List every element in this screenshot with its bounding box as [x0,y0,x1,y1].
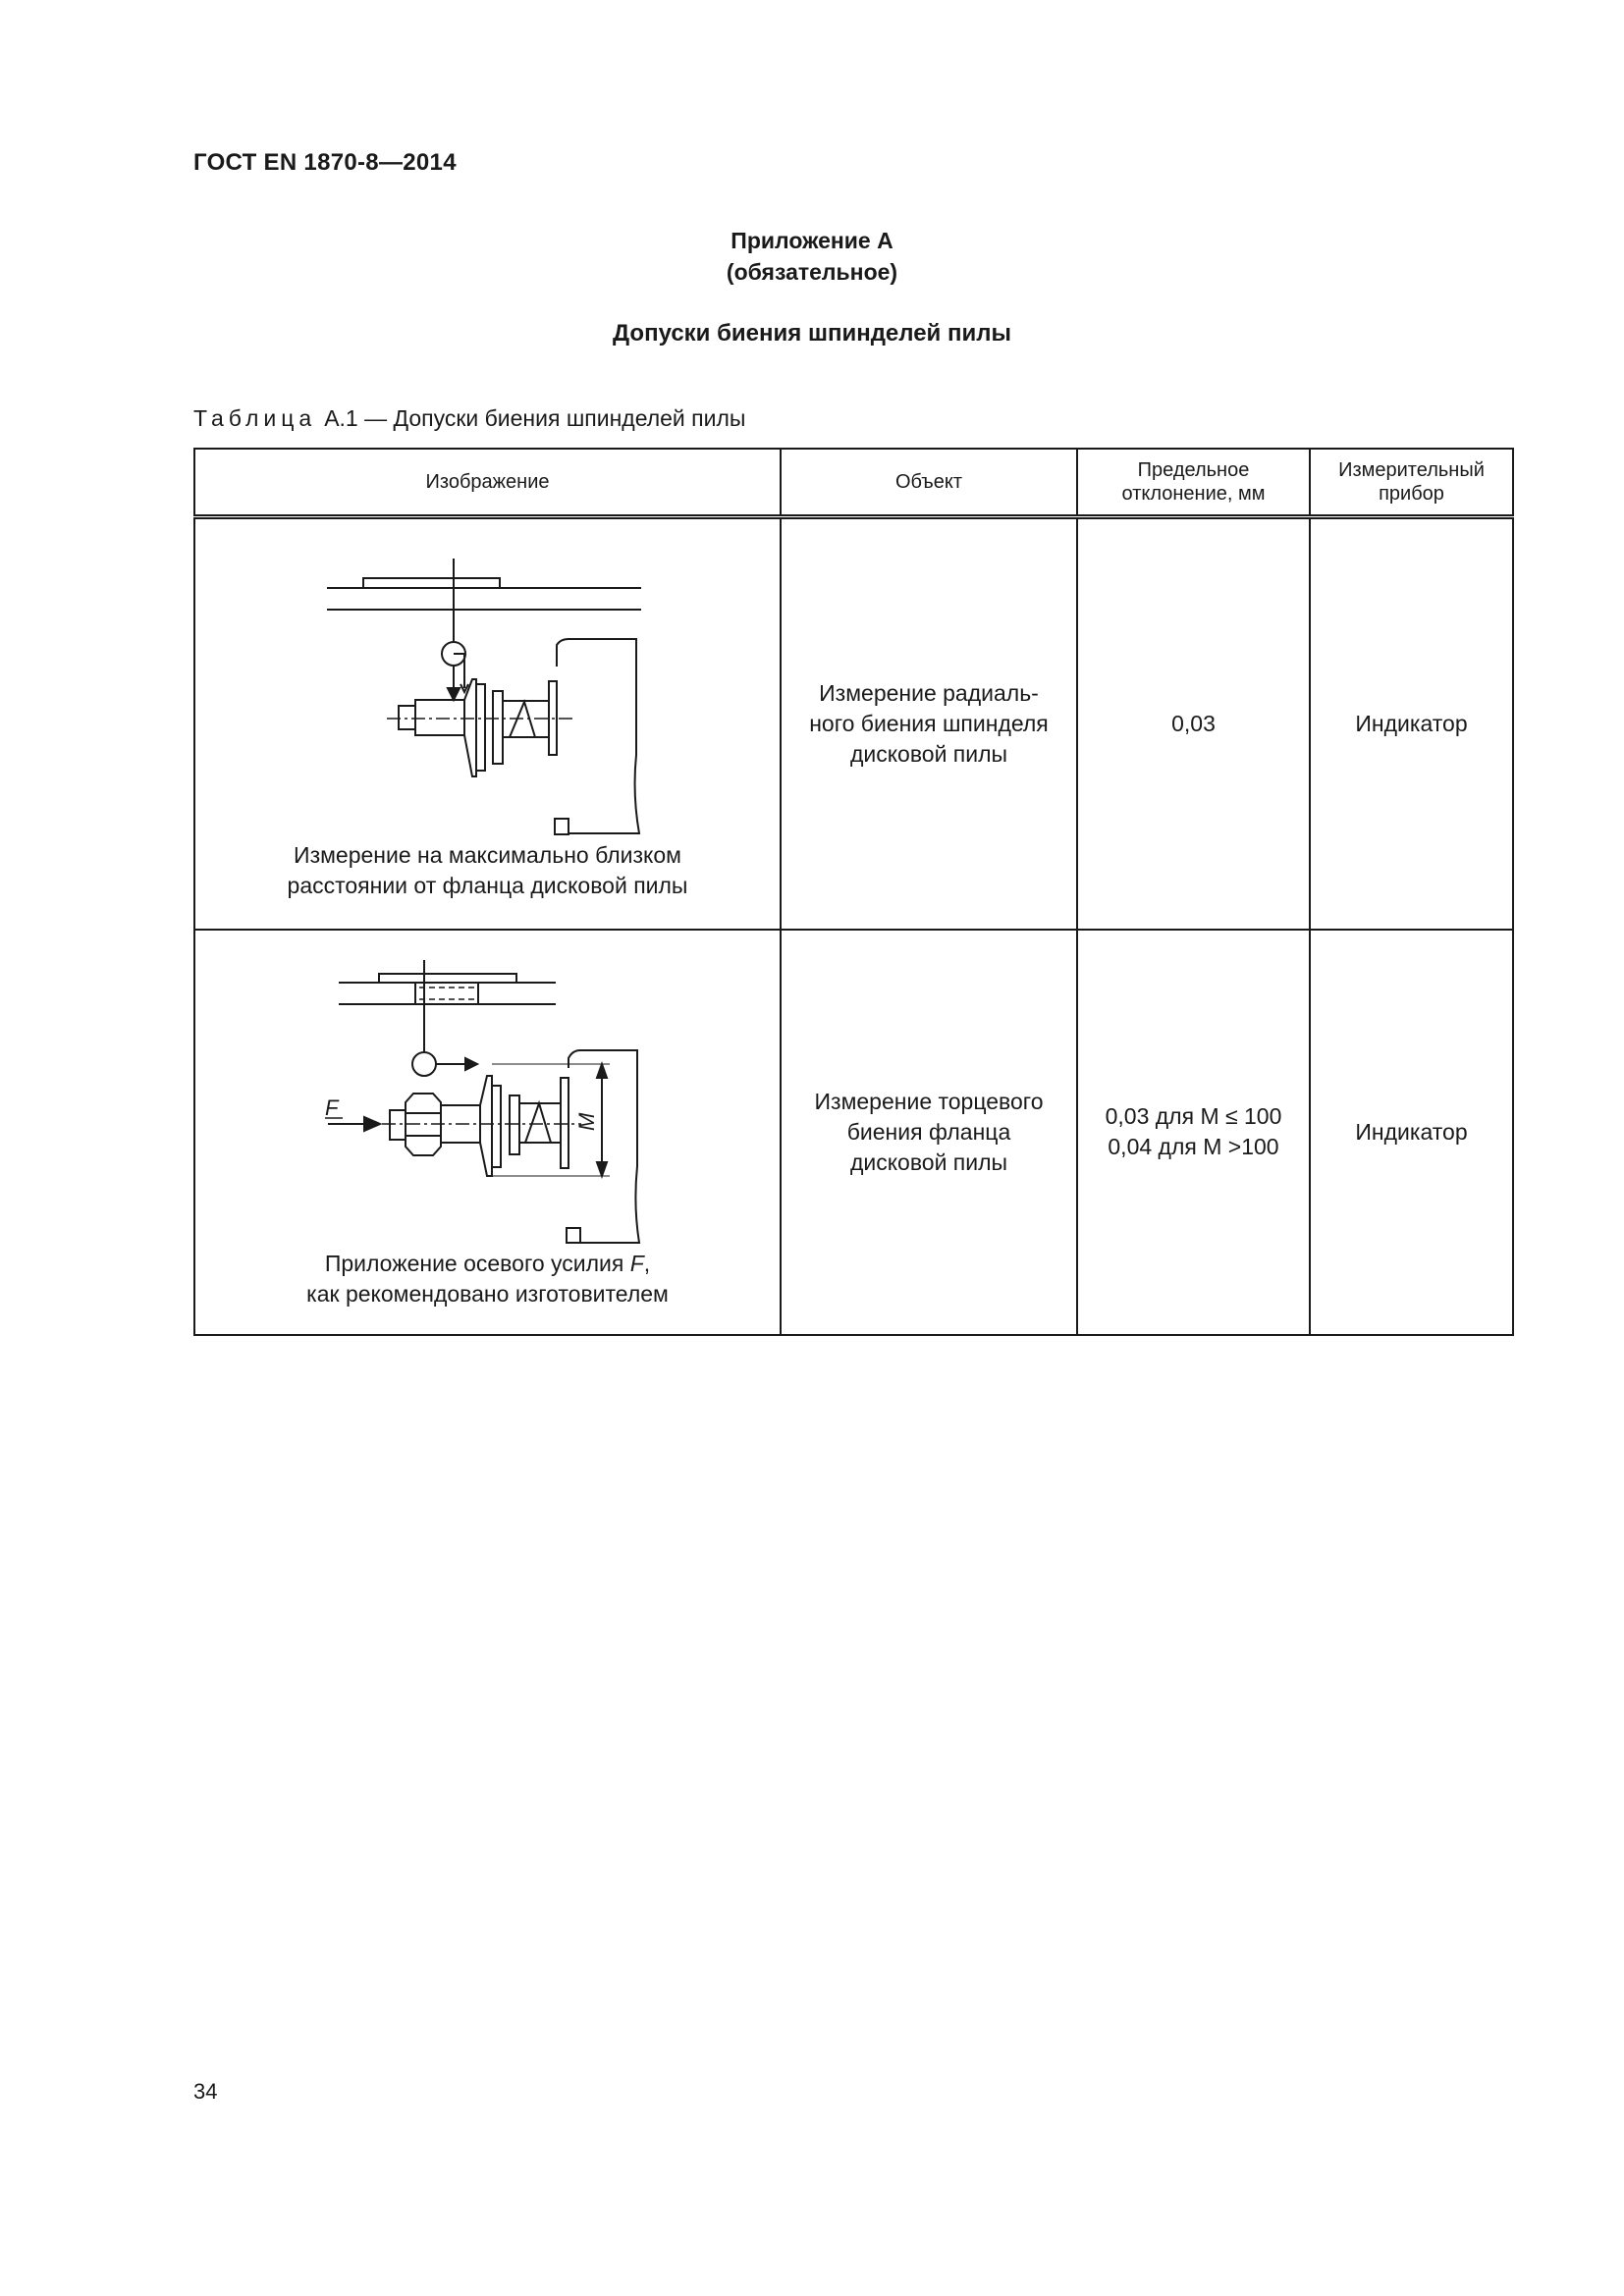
header-object: Объект [781,449,1077,517]
diagram-probe-arrow [448,688,460,700]
table-caption [193,405,745,432]
table-caption-text: А.1 — Допуски биения шпинделей пилы [324,405,746,431]
annex-title: Допуски биения шпинделей пилы [613,320,1011,347]
document-header: ГОСТ EN 1870-8—2014 [193,149,457,176]
diagram-shaft-end [399,706,415,729]
annex-status: (обязательное) [726,259,898,285]
row2-instrument-cell: Индикатор [1310,930,1513,1335]
diagram-bolt-end [390,1110,406,1140]
diagram-base-block [555,819,568,834]
diagram-force-label: F [325,1095,339,1120]
diagram-probe-arrow [465,1058,477,1070]
annex-label: Приложение А [731,228,893,253]
diagram-bearing [525,1103,551,1143]
runout-tolerance-table [193,448,1514,1336]
diagram-indicator-ball [412,1052,436,1076]
row2-image-cell [194,930,781,1335]
diagram-collar [493,691,503,764]
diagram-housing [557,639,639,833]
diagram-base-block [567,1228,580,1243]
diagram-flange-disc [476,684,485,771]
force-symbol: F [629,1250,644,1276]
diagram-flange-disc [492,1086,501,1167]
row2-object-cell: Измерение торцевого биения фланца дисковой пилы [781,930,1077,1335]
diagram-clamp-plate [363,578,500,588]
header-instrument: Измерительный прибор [1310,449,1513,517]
row1-deviation-cell: 0,03 [1077,517,1310,930]
row2-image-caption: Приложение осевого усилия F, как рекомендовано изготовителем [306,1250,669,1307]
header-image: Изображение [194,449,781,517]
annex-heading [0,225,1624,288]
diagram-collar [510,1095,519,1154]
row1-image-cell [194,517,781,930]
header-deviation: Предельное отклонение, мм [1077,449,1310,517]
diagram-m-label: M [574,1112,599,1131]
diagram-dim-arrow-bottom [597,1162,607,1176]
diagram-probe-arm [454,654,468,692]
diagram-housing [568,1050,639,1243]
diagram-bearing [510,702,535,737]
diagram-flange [480,1076,492,1176]
table-row [194,517,1513,930]
row1-image-caption: Измерение на максимально близком расстоянии от фланца дисковой пилы [287,842,688,898]
row1-object-cell: Измерение радиаль- ного биения шпинделя дисковой пилы [781,517,1077,930]
diagram-housing-flange [561,1078,568,1168]
diagram-dim-arrow-top [597,1064,607,1078]
row2-deviation-cell: 0,03 для М ≤ 100 0,04 для М >100 [1077,930,1310,1335]
page-number: 34 [193,2079,218,2104]
table-row [194,930,1513,1335]
diagram-shaft [415,700,464,735]
diagram-flange [464,679,476,776]
diagram-clamp-plate [379,974,516,983]
table-caption-prefix: Таблица [193,405,317,431]
table-header-row [194,449,1513,517]
diagram-force-arrowhead [364,1117,380,1131]
row1-instrument-cell: Индикатор [1310,517,1513,930]
